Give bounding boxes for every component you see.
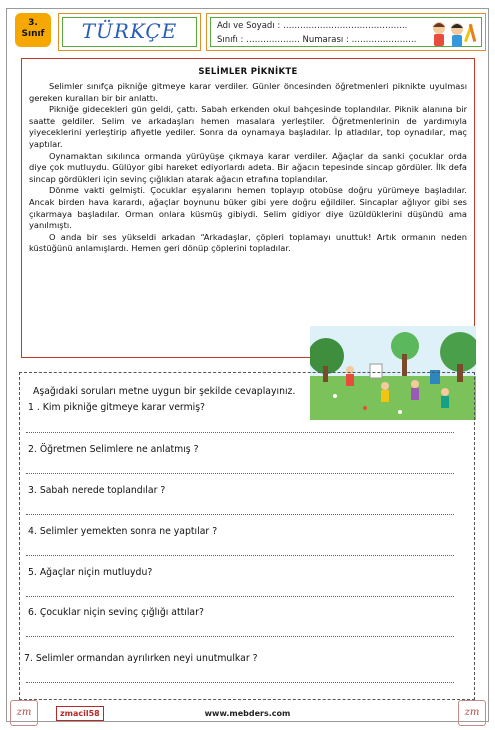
story-paragraph: Oynamaktan sıkılınca ormanda yürüyüşe çıkmaya karar verdiler. Ağaçlar da sanki çocuklar orda diye çok mutluydu. Gülüyor gibi hareket ediyorlardı adeta. Bir ağacın tepesinde sincap gördüler. İlk defa sincap gördükleri için sevinç çığlıkları atarak ağacın etrafına toplandılar. bbox=[29, 150, 467, 184]
website-link[interactable]: www.mebders.com bbox=[204, 709, 291, 718]
question-4: 4. Selimler yemekten sonra ne yaptılar ? bbox=[28, 526, 218, 537]
subject-title: TÜRKÇE bbox=[62, 17, 197, 47]
student-info-frame bbox=[206, 13, 486, 51]
logo-right-icon: zm bbox=[458, 700, 486, 726]
logo-left-icon: zm bbox=[10, 700, 38, 726]
answer-line-6[interactable] bbox=[26, 636, 454, 637]
question-5: 5. Ağaçlar niçin mutluydu? bbox=[28, 567, 153, 578]
answer-line-2[interactable] bbox=[26, 473, 454, 474]
grade-label: Sınıf bbox=[21, 29, 45, 39]
document-code: zmacil58 bbox=[56, 706, 104, 721]
answer-line-1[interactable] bbox=[26, 432, 454, 433]
story-paragraph: O anda bir ses yükseldi arkadan “Arkadaşlar, çöpleri toplamayı unuttuk! Artık ormanın neden küstüğünü anlamışlardı. Hemen geri dönüp çöplerini topladılar. bbox=[29, 231, 467, 254]
question-7: 7. Selimler ormandan ayrılırken neyi unutmulkar ? bbox=[24, 653, 258, 664]
story-text bbox=[29, 81, 467, 255]
student-info-inner bbox=[210, 17, 482, 47]
questions-intro: Aşağıdaki soruları metne uygun bir şekilde cevaplayınız. bbox=[33, 386, 296, 397]
question-1: 1 . Kim pikniğe gitmeye karar vermiş? bbox=[28, 402, 205, 413]
question-2: 2. Öğretmen Selimlere ne anlatmış ? bbox=[28, 444, 199, 455]
answer-line-4[interactable] bbox=[26, 555, 454, 556]
grade-number: 3. bbox=[28, 18, 38, 28]
grade-badge bbox=[15, 13, 51, 47]
answer-line-7[interactable] bbox=[26, 682, 454, 683]
question-6: 6. Çocuklar niçin sevinç çığlığı attılar? bbox=[28, 607, 204, 618]
story-paragraph: Dönme vakti gelmişti. Çocuklar eşyalarını hemen toplayıp otobüse doğru yürümeye başladılar. Ancak birden hava karardı, ağaçlar boynunu büker gibi yere doğru eğildiler. Sincaplar ağlıyor gibi ses çıkarmaya başladılar. Orman onlara küsmüş gibiydi. Selim gidiyor diye üzüldüklerini düşündü ama yanılmıştı. bbox=[29, 185, 467, 231]
story-paragraph: Pikniğe gidecekleri gün geldi, çattı. Sabah erkenden okul bahçesinde toplandılar. Piknik alanına bir saatte geldiler. Selim ve arkadaşları hemen masalara yerleştiler. Öğretmenlerinin de yardımıyla yiyeceklerini yerleştirip afiyetle yediler. Sonra da oynamaya başladılar. İp atladılar, top oynadılar, maç yaptılar. bbox=[29, 104, 467, 149]
class-number-field[interactable]: Sınıfı : ………………. Numarası : ………………….. bbox=[217, 35, 417, 45]
story-paragraph: Selimler sınıfça pikniğe gitmeye karar verdiler. Günler öncesinden öğretmenleri piknikte uyulması gereken kuralları bir bir anlattı. bbox=[29, 81, 467, 103]
question-3: 3. Sabah nerede toplandılar ? bbox=[28, 485, 166, 496]
answer-line-5[interactable] bbox=[26, 596, 454, 597]
story-title: SELİMLER PİKNİKTE bbox=[198, 67, 298, 77]
kids-illustration-icon bbox=[427, 18, 477, 48]
subject-title-frame bbox=[58, 13, 201, 51]
story-box bbox=[21, 58, 475, 358]
answer-line-3[interactable] bbox=[26, 514, 454, 515]
name-field[interactable]: Adı ve Soyadı : …………………………………….. bbox=[217, 21, 408, 31]
